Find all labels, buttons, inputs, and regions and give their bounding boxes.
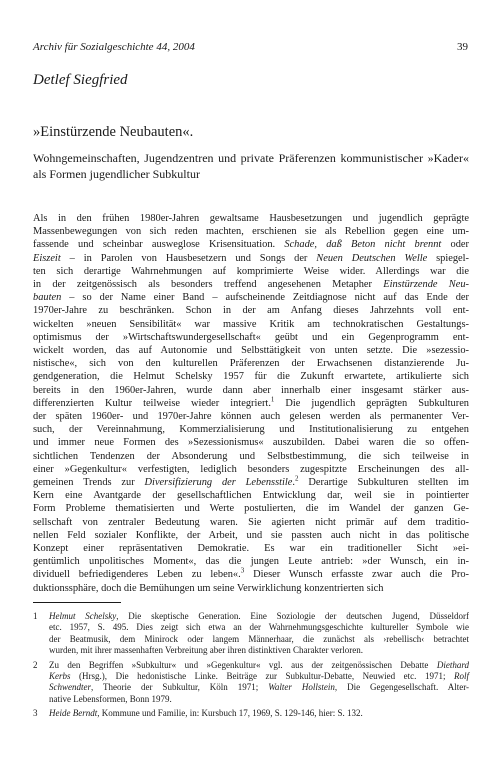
body-line: Kern eine Avantgarde der gesellschaftlichen Entwicklung dar, weil sie in pointierter bbox=[33, 490, 469, 502]
footnote-reference: 3 bbox=[240, 567, 245, 576]
footnote-line: Heide Berndt, Kommune und Familie, in: Kursbuch 17, 1969, S. 129-146, hier: S. 132. bbox=[49, 708, 363, 719]
body-text bbox=[33, 212, 469, 595]
footnote bbox=[33, 708, 469, 719]
body-line: fassende und scheinbar ausweglose Krisensituation. Schade, daß Beton nicht brennt oder bbox=[33, 239, 470, 251]
body-line: wickelten »neuen Sensibilität« war massive Kritik am technokratischen Gestaltungs- bbox=[33, 318, 469, 330]
body-line: gentümlich unpolitisches Moment«, das die jungen Leute antrieb: »der Wunsch, ein in- bbox=[33, 556, 469, 568]
body-line: gemeinen Trends zur Diversifizierung der Lebensstile.$^2$ Derartige Subkulturen stellten im bbox=[33, 474, 469, 489]
article-subtitle: Wohngemeinschaften, Jugendzentren und private Präferenzen kommunistischer »Kader« als Formen jugendlicher Subkultur bbox=[33, 151, 469, 181]
article-title: »Einstürzende Neubauten«. bbox=[33, 124, 194, 140]
body-line: Konzept einer repräsentativen Demokratie. Es war ein traditioneller Sicht »ei- bbox=[33, 543, 469, 555]
body-line: Form Probleme thematisierten und Werte postulierten, die im Wandel der ganzen Ge- bbox=[33, 503, 469, 515]
body-line: dividuell befriedigenderes Leben zu leben«.$^3$ Dieser Wunsch erfasste zwar auch die Pro- bbox=[33, 567, 469, 581]
footnote-line: Zu den Begriffen »Subkultur« und »Gegenkultur« vgl. aus der zeitgenössischen Debatte Diethard bbox=[49, 659, 469, 670]
article-author: Detlef Siegfried bbox=[33, 72, 128, 88]
body-line: einer »Gegenkultur« verfestigten, lediglich besonders zugespitzte Erscheinungen des all- bbox=[33, 463, 469, 475]
body-line: bereits in den 1960er-Jahren, wurde dann aber innerhalb einer insgesamt stärker aus- bbox=[33, 384, 469, 396]
footnote-line: der Beatmusik, dem Minirock oder langem Männerhaar, die zunächst als ›rebellisch‹ betrachtet bbox=[49, 633, 469, 644]
body-line: und immer neue Formen des »Sezessionismus« auszubilden. Dabei waren die so offen- bbox=[33, 437, 469, 449]
body-line: such, der Vereinnahmung, Kommerzialisierung und Institutionalisierung zu entgehen bbox=[33, 424, 469, 436]
footnote-number: 1 bbox=[33, 611, 38, 621]
body-line: in der zeitgenössisch als besonders treffend angesehenen Metapher Einstürzende Neu- bbox=[33, 279, 469, 291]
footnote bbox=[33, 660, 469, 706]
body-line: ten sich derartige Wahrnehmungen auf komprimierte Weise wider. Allerdings war die bbox=[33, 265, 469, 277]
body-line: Massenbewegungen von sich reden machten, erschienen sie als Rebellion gegen eine um- bbox=[33, 226, 469, 238]
body-line: der späten 1960er- und 1970er-Jahre können auch gelesen werden als permanenter Ver- bbox=[33, 411, 469, 423]
body-line: nellen Feld sozialer Konflikte, der Arbeit, und sie passten auch nicht in das politische bbox=[33, 529, 469, 541]
body-line: Eiszeit – in Parolen von Hausbesetzern und Songs der Neuen Deutschen Welle spiegel- bbox=[33, 252, 469, 264]
footnote-reference: 1 bbox=[270, 395, 275, 404]
footnote bbox=[33, 611, 469, 657]
body-line: sichtlichen Tendenzen der Absonderung und Selbstbestimmung, die sich teilweise in bbox=[33, 450, 469, 462]
body-line: duktionssphäre, doch die Bemühungen um seine Verwirklichung konzentrierten sich bbox=[33, 582, 384, 594]
footnote-divider bbox=[33, 602, 121, 603]
running-head: Archiv für Sozialgeschichte 44, 2004 bbox=[33, 41, 195, 53]
body-line: wickelt worden, das auf Autonomie und Selbsttätigkeit von unten setzte. Die »sezessio- bbox=[33, 345, 469, 357]
footnote-reference: 2 bbox=[295, 474, 299, 483]
footnotes bbox=[33, 611, 469, 723]
footnote-line: etc. 1957, S. 495. Dies zeigt sich etwa an der Wahrnehmungsgeschichte kultureller Symbole wie bbox=[49, 622, 469, 633]
body-line: bauten – so der Name einer Band – aufscheinende Zeitdiagnose nicht auf das Ende der bbox=[33, 292, 469, 304]
body-line: sellschaft von zentraler Bedeutung waren. Sie agierten nicht primär auf dem traditio- bbox=[33, 516, 469, 528]
body-line: optimismus der »Wirtschaftswundergesellschaft« geübt und ein Gegenprogramm ent- bbox=[33, 331, 469, 343]
footnote-line: wurden, mit ihrer massenhaften Verbreitung aber ihren distinktiven Charakter verloren. bbox=[49, 645, 363, 656]
footnote-number: 3 bbox=[33, 708, 38, 719]
footnote-line: native Lebensformen, Bonn 1979. bbox=[49, 693, 172, 704]
body-line: differenzierten Kultur teilweise wieder integriert.$^1$ Die jugendlich geprägten Subkulturen bbox=[33, 395, 469, 409]
footnote-number: 2 bbox=[33, 659, 38, 670]
footnote-line: Schwendter, Theorie der Subkultur, Köln 1971; Walter Hollstein, Die Gegengesellschaft. Alter- bbox=[49, 682, 470, 693]
footnote-line: Kerbs (Hrsg.), Die hedonistische Linke. Beiträge zur Subkultur-Debatte, Neuwied etc. 1971; Rolf bbox=[49, 671, 469, 682]
body-line: 1970er-Jahre zu beschränken. Schon in der am Anfang dieses Jahrzehnts voll ent- bbox=[33, 305, 469, 317]
body-line: Als in den frühen 1980er-Jahren gewaltsame Hausbesetzungen und jugendlich geprägte bbox=[33, 213, 469, 224]
body-line: gendgeneration, die Helmut Schelsky 1957 für die Zukunft erwartete, artikulierte sich bbox=[33, 371, 469, 383]
body-line: nistische«, sich von den kulturellen Präferenzen der Erwachsenen distanzierende Ju- bbox=[33, 358, 469, 370]
footnote-line: Helmut Schelsky, Die skeptische Generation. Eine Soziologie der deutschen Jugend, Düsseldorf bbox=[49, 611, 469, 621]
page-number: 39 bbox=[457, 41, 468, 53]
